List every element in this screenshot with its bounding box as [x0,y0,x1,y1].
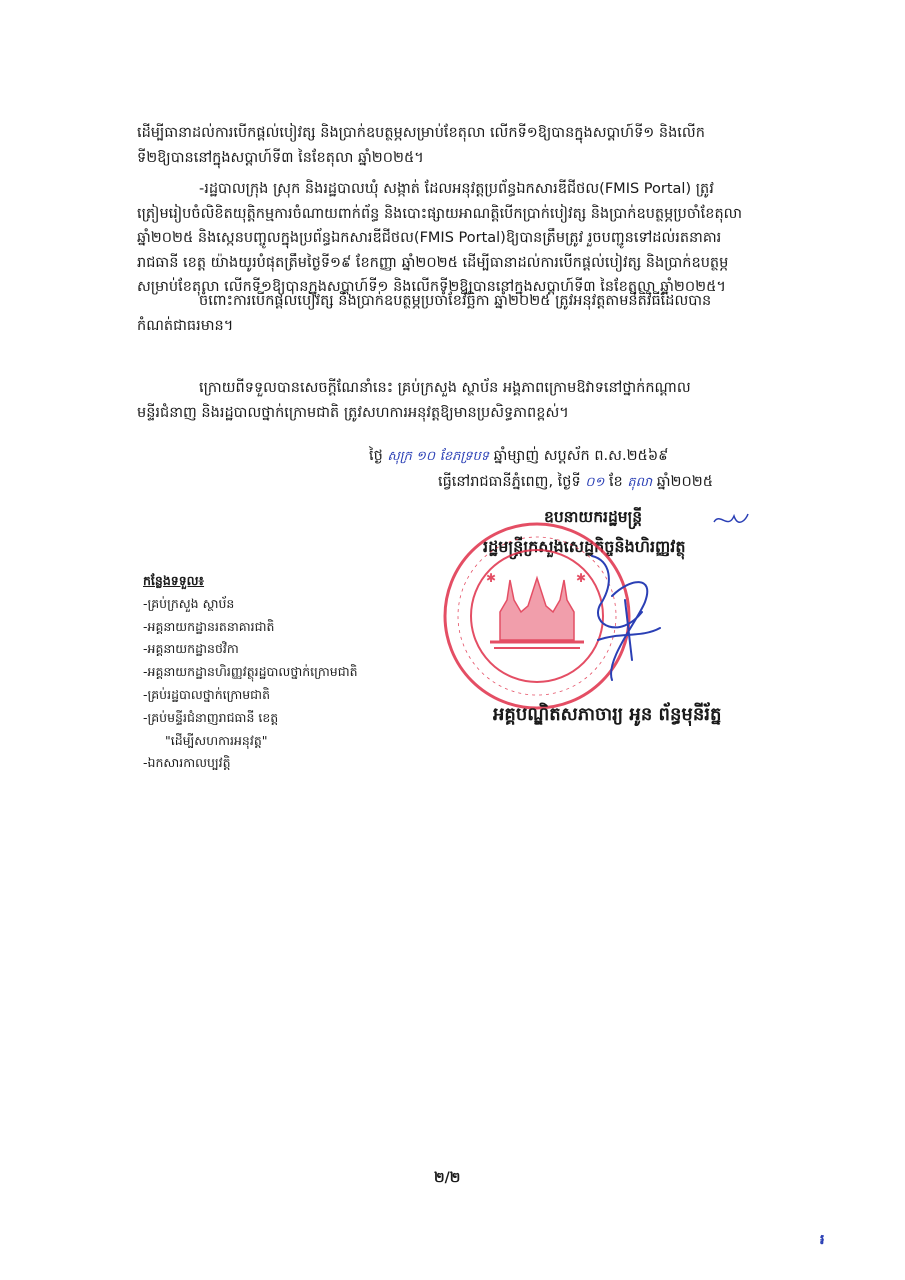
handwritten-lunar-day: សុក្រ ១០ [387,449,436,464]
solar-date-prefix: ធ្វើនៅរាជធានីភ្នំពេញ, ថ្ងៃទី [438,474,581,490]
text-line: ឆ្នាំ២០២៥ និងស្កេនបញ្ចូលក្នុងប្រព័ន្ធឯកសារឌីជីថល(FMIS Portal)ឱ្យបានត្រឹមត្រូវ រួចបញ្ជូនទៅដល់រតនាគារ [137,230,722,247]
recipient-item: -អគ្គនាយកដ្ឋានថវិកា [143,641,239,657]
text-line: ត្រៀមរៀបចំលិខិតយុត្តិកម្មការចំណាយពាក់ព័ន្ធ និងបោះផ្សាយអាណត្តិបើកប្រាក់បៀវត្ស និងប្រាក់ឧបត្ថម្ភប្រចាំខែតុលា [137,205,743,222]
text-line: កំណត់ជាធរមាន។ [137,317,234,334]
signatory-title-2: រដ្ឋមន្ត្រីក្រសួងសេដ្ឋកិច្ចនិងហិរញ្ញវត្ថុ [483,537,686,556]
handwritten-solar-month: តុលា [627,475,653,490]
solar-date-suffix: ឆ្នាំ២០២៥ [656,474,714,490]
initials-icon [714,514,748,522]
lunar-date-suffix: ឆ្នាំម្សាញ់ សប្តស័ក ព.ស.២៥៦៩ [493,448,669,464]
handwritten-lunar-month: ខែភទ្របទ [439,449,489,464]
solar-month-label: ខែ [608,474,623,490]
text-line: -រដ្ឋបាលក្រុង ស្រុក និងរដ្ឋបាលឃុំ សង្កាត់ ដែលអនុវត្តប្រព័ន្ធឯកសារឌីជីថល(FMIS Portal) ត្រូវ [199,181,714,197]
lunar-date-prefix: ថ្ងៃ [369,448,383,464]
signatory-title-1: ឧបនាយករដ្ឋមន្ត្រី [544,508,643,526]
signatory-name: អគ្គបណ្ឌិតសភាចារ្យ អូន ព័ន្ធមុនីរ័ត្ន [493,704,722,725]
recipient-item: -គ្រប់មន្ទីរជំនាញរាជធានី ខេត្ត [143,709,279,725]
svg-text:✱: ✱ [486,571,497,585]
svg-text:✱: ✱ [576,571,587,585]
text-line: ទី២ឱ្យបាននៅក្នុងសប្តាហ៍ទី៣ នៃខែតុលា ឆ្នាំ២០២៥។ [137,149,424,166]
text-line: ចំពោះការបើកផ្តល់បៀវត្ស និងប្រាក់ឧបត្ថម្ភប្រចាំខែវិច្ឆិកា ឆ្នាំ២០២៥ ត្រូវអនុវត្តតាមនីតិវិធីដែលបាន [199,293,712,309]
handwritten-solar-day: ០១ [585,475,605,490]
recipient-note: "ដើម្បីសហការអនុវត្ត" [165,732,268,748]
recipient-item: -គ្រប់រដ្ឋបាលថ្នាក់ក្រោមជាតិ [143,686,271,702]
recipient-item: -អគ្គនាយកដ្ឋានហិរញ្ញវត្ថុរដ្ឋបាលថ្នាក់ក្រោមជាតិ [143,664,358,680]
text-line: ដើម្បីធានាដល់ការបើកផ្តល់បៀវត្ស និងប្រាក់ឧបត្ថម្ភសម្រាប់ខែតុលា លើកទី១ឱ្យបានក្នុងសប្តាហ៍ទី១ និងលើក [137,125,705,141]
page-number: ២/២ [434,1170,461,1186]
recipient-item: -គ្រប់ក្រសួង ស្ថាប័ន [143,595,235,611]
recipient-item: -អគ្គនាយកដ្ឋានរតនាគារជាតិ [143,618,275,634]
text-line: សម្រាប់ខែតុលា លើកទី១ឱ្យបានក្នុងសប្តាហ៍ទី១ និងលើកទី២ឱ្យបាននៅក្នុងសប្តាហ៍ទី៣ នៃខែតុលា ឆ្នាំ២០២៥។ [137,279,726,296]
text-line: ក្រោយពីទទួលបានសេចក្តីណែនាំនេះ គ្រប់ក្រសួង ស្ថាប័ន អង្គភាពក្រោមឱវាទនៅថ្នាក់កណ្តាល [199,380,691,396]
text-line: មន្ទីរជំនាញ និងរដ្ឋបាលថ្នាក់ក្រោមជាតិ ត្រូវសហការអនុវត្តឱ្យមានប្រសិទ្ធភាពខ្ពស់។ [137,404,569,421]
corner-mark: ៛ [820,1232,825,1248]
recipient-item: -ឯកសារកាលប្បវត្តិ [143,755,231,771]
recipients-list [143,570,358,775]
recipients-heading: កន្លែងទទួល៖ [143,573,205,588]
text-line: រាជធានី ខេត្ត យ៉ាងយូរបំផុតត្រឹមថ្ងៃទី១៩ ខែកញ្ញា ឆ្នាំ២០២៥ ដើម្បីធានាដល់ការបើកផ្តល់បៀវត្ស និងប្រាក់ឧបត្ថម្ភ [137,254,729,271]
angkor-wat-seal-icon [445,524,629,708]
